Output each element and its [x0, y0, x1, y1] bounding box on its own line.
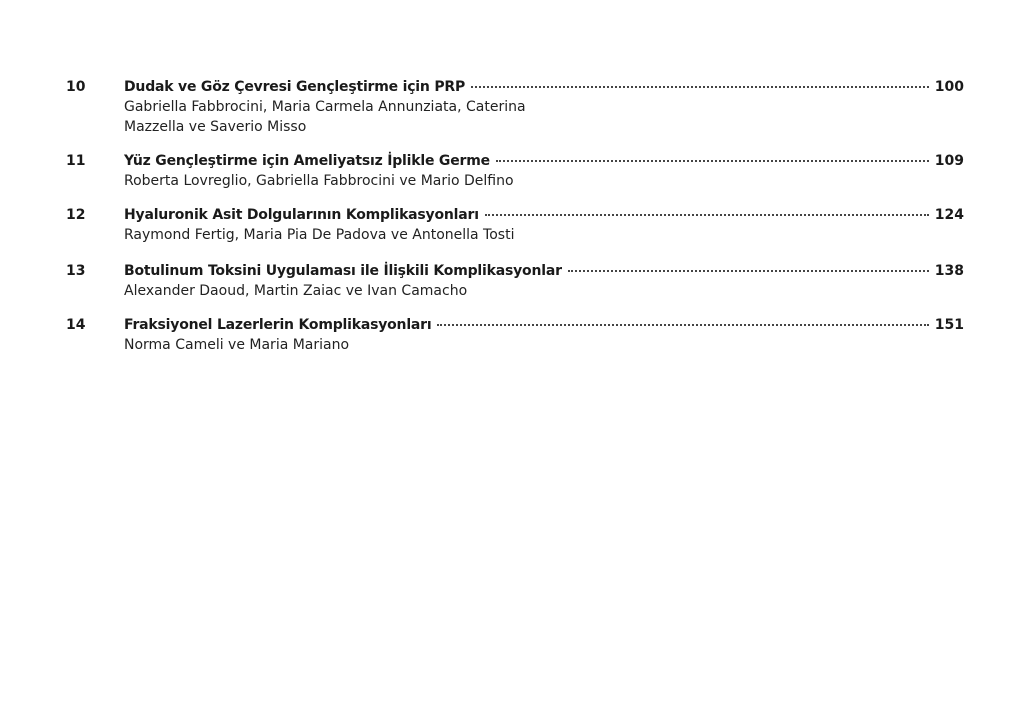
chapter-number: 13: [66, 263, 86, 279]
chapter-title-row: [124, 316, 964, 334]
page-number: 100: [934, 79, 964, 95]
chapter-authors: Alexander Daoud, Martin Zaiac ve Ivan Camacho: [124, 283, 468, 299]
dot-leader: [437, 324, 928, 326]
chapter-authors: Gabriella Fabbrocini, Maria Carmela Annunziata, Caterina Mazzella ve Saverio Misso: [124, 99, 526, 135]
chapter-title: Hyaluronik Asit Dolgularının Komplikasyonları: [124, 207, 479, 223]
chapter-authors: Norma Cameli ve Maria Mariano: [124, 337, 350, 353]
chapter-number: 10: [66, 79, 86, 95]
chapter-title: Botulinum Toksini Uygulaması ile İlişkili Komplikasyonlar: [124, 263, 562, 279]
chapter-title: Fraksiyonel Lazerlerin Komplikasyonları: [124, 317, 432, 333]
chapter-title: Yüz Gençleştirme için Ameliyatsız İplikle Germe: [124, 153, 490, 169]
dot-leader: [485, 214, 929, 216]
chapter-title-row: [124, 262, 964, 280]
chapter-authors: Roberta Lovreglio, Gabriella Fabbrocini ve Mario Delfino: [124, 173, 514, 189]
page-number: 109: [934, 153, 964, 169]
chapter-number: 14: [66, 317, 86, 333]
chapter-title-row: [124, 152, 964, 170]
chapter-title: Dudak ve Göz Çevresi Gençleştirme için PRP: [124, 79, 466, 95]
dot-leader: [496, 160, 929, 162]
page-number: 124: [934, 207, 964, 223]
dot-leader: [471, 86, 929, 88]
chapter-title-row: [124, 206, 964, 224]
chapter-authors: Raymond Fertig, Maria Pia De Padova ve Antonella Tosti: [124, 227, 515, 243]
page-number: 151: [934, 317, 964, 333]
page-number: 138: [934, 263, 964, 279]
chapter-number: 11: [66, 153, 86, 169]
dot-leader: [568, 270, 929, 272]
chapter-title-row: [124, 78, 964, 96]
chapter-number: 12: [66, 207, 86, 223]
